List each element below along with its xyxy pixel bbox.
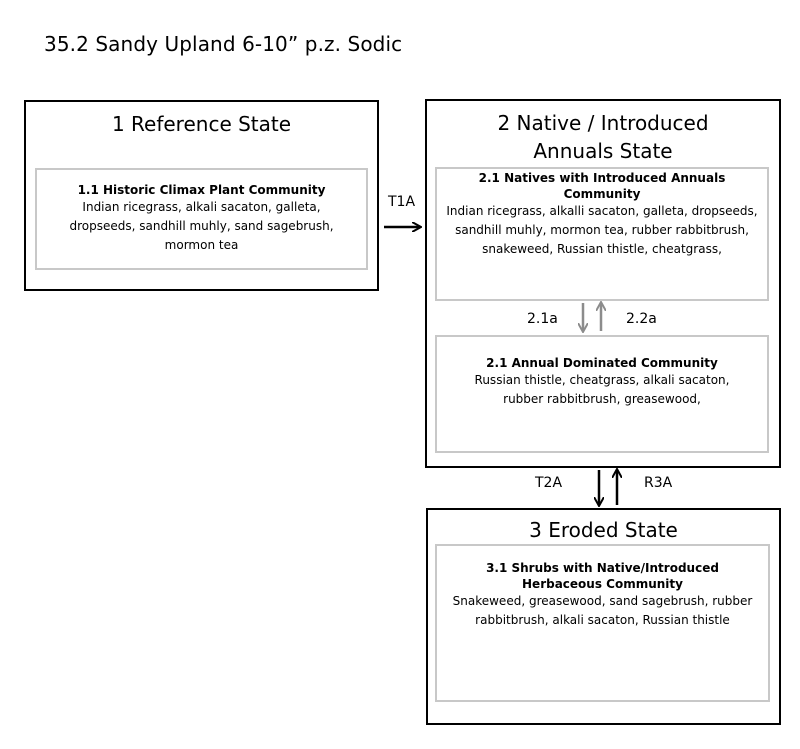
community-2-1-natives-title: 2.1 Natives with Introduced Annuals Community [478, 171, 726, 201]
state-3-title: 3 Eroded State [529, 518, 678, 542]
community-2-1-annual-dominated-species: Russian thistle, cheatgrass, alkali sacaton, rubber rabbitbrush, greasewood, [474, 373, 730, 406]
state-1-title: 1 Reference State [111, 112, 292, 136]
label-r3a: R3A [644, 475, 673, 491]
community-2-1-natives-species: Indian ricegrass, alkalli sacaton, galleta, dropseeds, sandhill muhly, mormon tea, rubber rabbitbrush, snakeweed, Russian thistle, cheatgrass, [446, 204, 758, 256]
community-1-1-species: Indian ricegrass, alkali sacaton, galleta, dropseeds, sandhill muhly, sand sagebrush, mormon tea [69, 200, 334, 252]
community-3-1-title: 3.1 Shrubs with Native/Introduced Herbaceous Community [486, 561, 719, 591]
community-3-1-species: Snakeweed, greasewood, sand sagebrush, rubber rabbitbrush, alkali sacaton, Russian thistle [452, 594, 753, 627]
label-2-2a: 2.2a [626, 311, 657, 327]
community-2-1-annual-dominated-title: 2.1 Annual Dominated Community [486, 356, 718, 370]
state-2-title: 2 Native / Introduced Annuals State [497, 111, 709, 163]
label-2-1a: 2.1a [527, 311, 558, 327]
diagram-title: 35.2 Sandy Upland 6-10” p.z. Sodic [44, 32, 403, 56]
label-t1a: T1A [388, 194, 416, 210]
label-t2a: T2A [535, 475, 563, 491]
community-1-1-title: 1.1 Historic Climax Plant Community [77, 183, 326, 197]
